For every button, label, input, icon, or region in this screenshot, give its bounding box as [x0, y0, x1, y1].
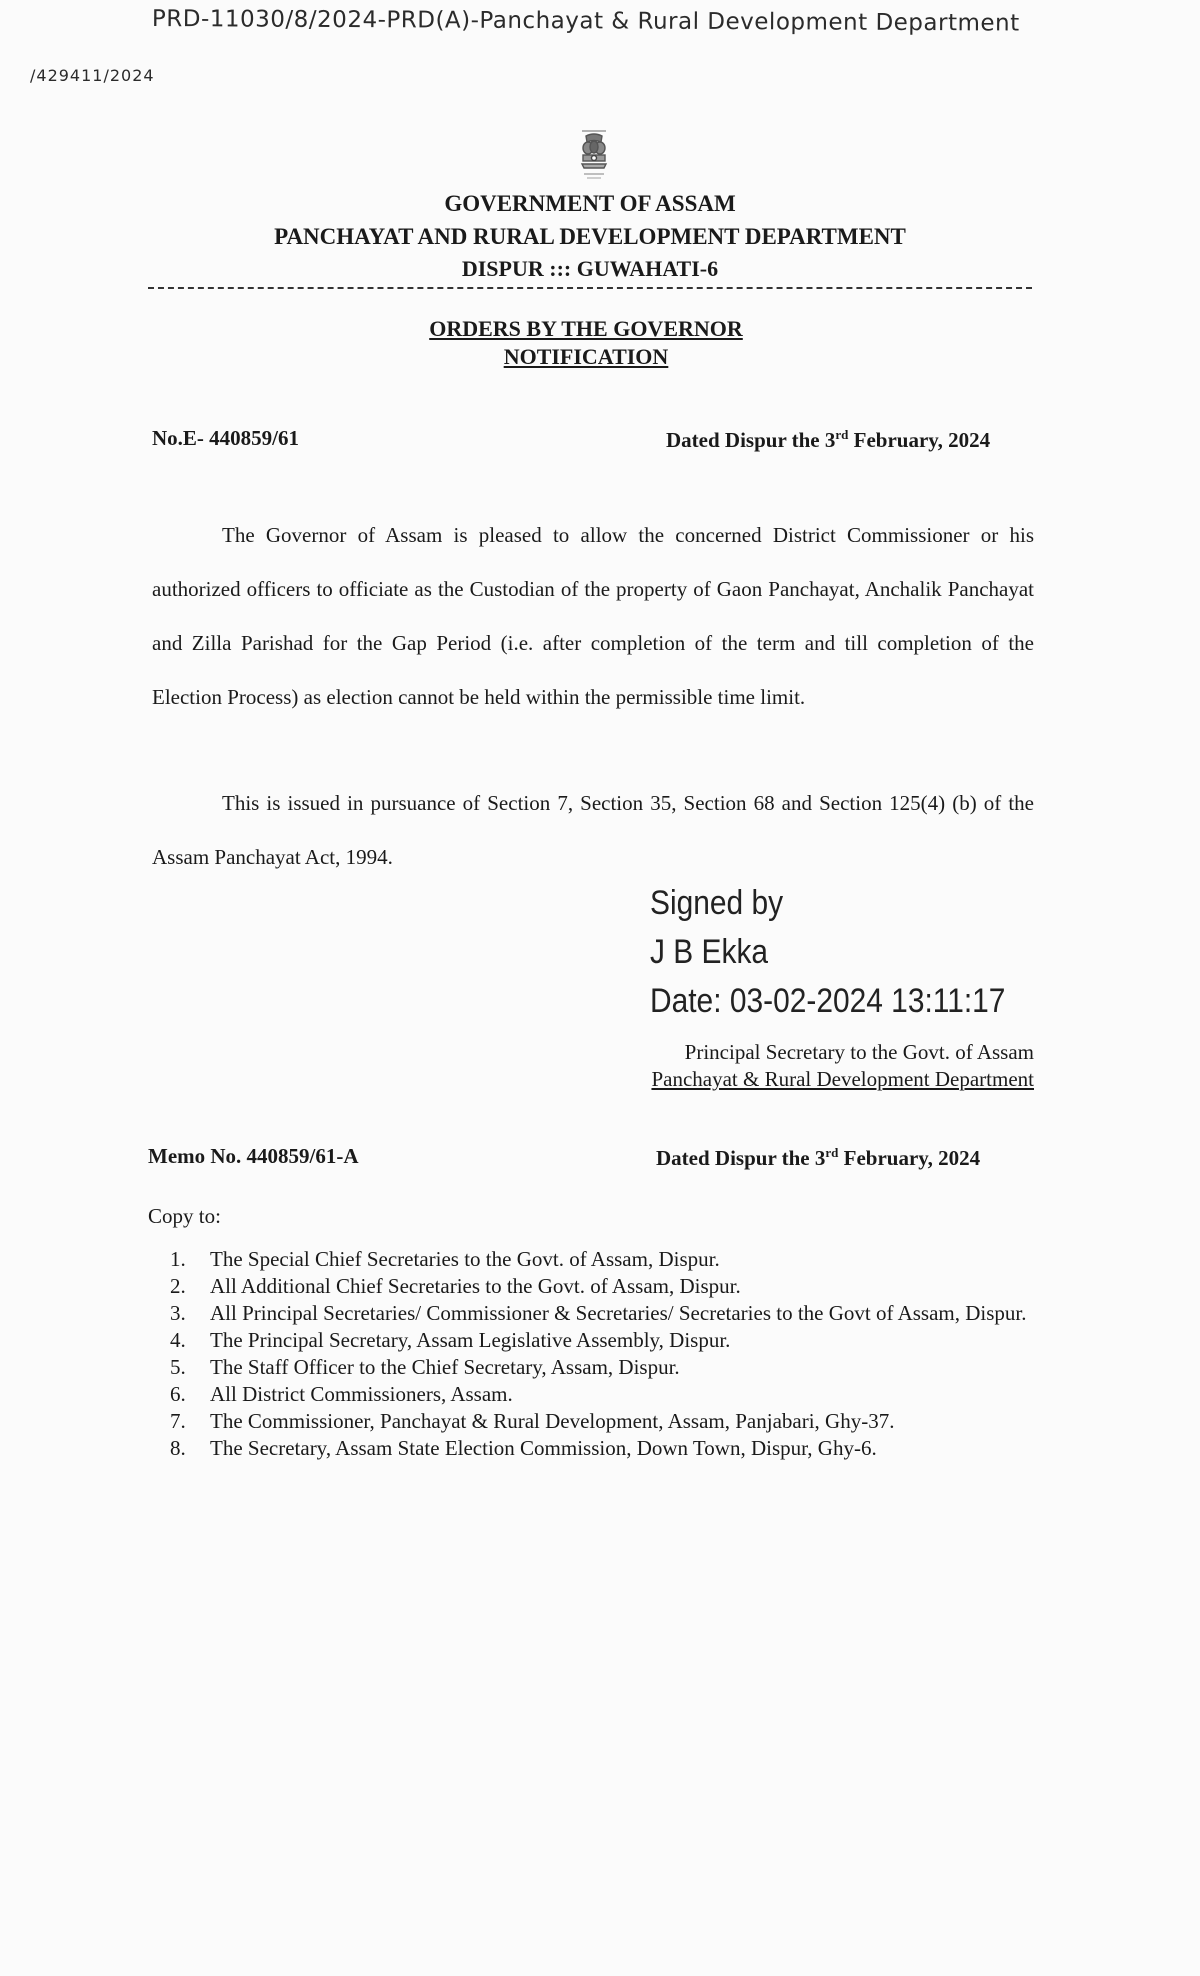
list-item: [170, 1381, 1034, 1408]
body-paragraph-1: The Governor of Assam is pleased to allow the concerned District Commissioner or his authorized officers to officiate as the Custodian of the property of Gaon Panchayat, Anchalik Panchayat and Zilla Parishad for the Gap Period (i.e. after completion of the term and till completion of the Election Process) as election cannot be held within the permissible time limit.: [152, 523, 1034, 709]
list-item-text: All District Commissioners, Assam.: [210, 1382, 513, 1406]
list-item-number: 7.: [170, 1409, 186, 1433]
list-item: [170, 1354, 1034, 1381]
location-heading: DISPUR ::: GUWAHATI-6: [461, 256, 719, 281]
list-item-text: The Special Chief Secretaries to the Govt. of Assam, Dispur.: [210, 1247, 720, 1271]
list-item-number: 4.: [170, 1328, 186, 1352]
government-heading: GOVERNMENT OF ASSAM: [444, 191, 736, 216]
list-item-number: 5.: [170, 1355, 186, 1379]
list-item: [170, 1408, 1034, 1435]
signature-date: Date: 03-02-2024 13:11:17: [650, 982, 1006, 1020]
copy-to-list: [170, 1246, 1034, 1462]
signatory-department: Panchayat & Rural Development Department: [651, 1067, 1034, 1091]
list-item: [170, 1435, 1034, 1462]
list-item-text: All Principal Secretaries/ Commissioner & Secretaries/ Secretaries to the Govt of Assam, Dispur.: [210, 1301, 1027, 1325]
list-item-text: The Secretary, Assam State Election Commission, Down Town, Dispur, Ghy-6.: [210, 1436, 877, 1460]
list-item: [170, 1246, 1034, 1273]
list-item-number: 1.: [170, 1247, 186, 1271]
list-item-text: The Principal Secretary, Assam Legislative Assembly, Dispur.: [210, 1328, 731, 1352]
digital-signature-label: Signed by: [650, 884, 784, 922]
copy-to-label: Copy to:: [148, 1204, 221, 1228]
orders-title: ORDERS BY THE GOVERNOR: [429, 316, 743, 341]
notification-title: NOTIFICATION: [503, 344, 669, 369]
notification-number: No.E- 440859/61: [152, 426, 299, 450]
list-item: [170, 1273, 1034, 1300]
notification-date: Dated Dispur the 3rd February, 2024: [666, 427, 991, 452]
header-divider: [148, 287, 1032, 289]
memo-date: Dated Dispur the 3rd February, 2024: [656, 1145, 981, 1170]
list-item-text: The Staff Officer to the Chief Secretary, Assam, Dispur.: [210, 1355, 680, 1379]
list-item: [170, 1327, 1034, 1354]
department-heading: PANCHAYAT AND RURAL DEVELOPMENT DEPARTMENT: [274, 224, 906, 249]
list-item-text: The Commissioner, Panchayat & Rural Development, Assam, Panjabari, Ghy-37.: [210, 1409, 895, 1433]
list-item-number: 8.: [170, 1436, 186, 1460]
list-item-number: 2.: [170, 1274, 186, 1298]
body-paragraph-2: This is issued in pursuance of Section 7, Section 35, Section 68 and Section 125(4) (b) of the Assam Panchayat Act, 1994.: [152, 791, 1034, 869]
state-emblem-icon: [574, 128, 614, 186]
list-item-number: 3.: [170, 1301, 186, 1325]
document-reference: /429411/2024: [30, 66, 155, 85]
list-item-text: All Additional Chief Secretaries to the Govt. of Assam, Dispur.: [210, 1274, 741, 1298]
signatory-name: J B Ekka: [650, 933, 769, 971]
memo-number: Memo No. 440859/61-A: [148, 1144, 359, 1168]
signatory-designation: Principal Secretary to the Govt. of Assam: [684, 1040, 1034, 1064]
list-item-number: 6.: [170, 1382, 186, 1406]
file-reference: PRD-11030/8/2024-PRD(A)-Panchayat & Rural Development Department: [151, 6, 1020, 37]
list-item: [170, 1300, 1034, 1327]
